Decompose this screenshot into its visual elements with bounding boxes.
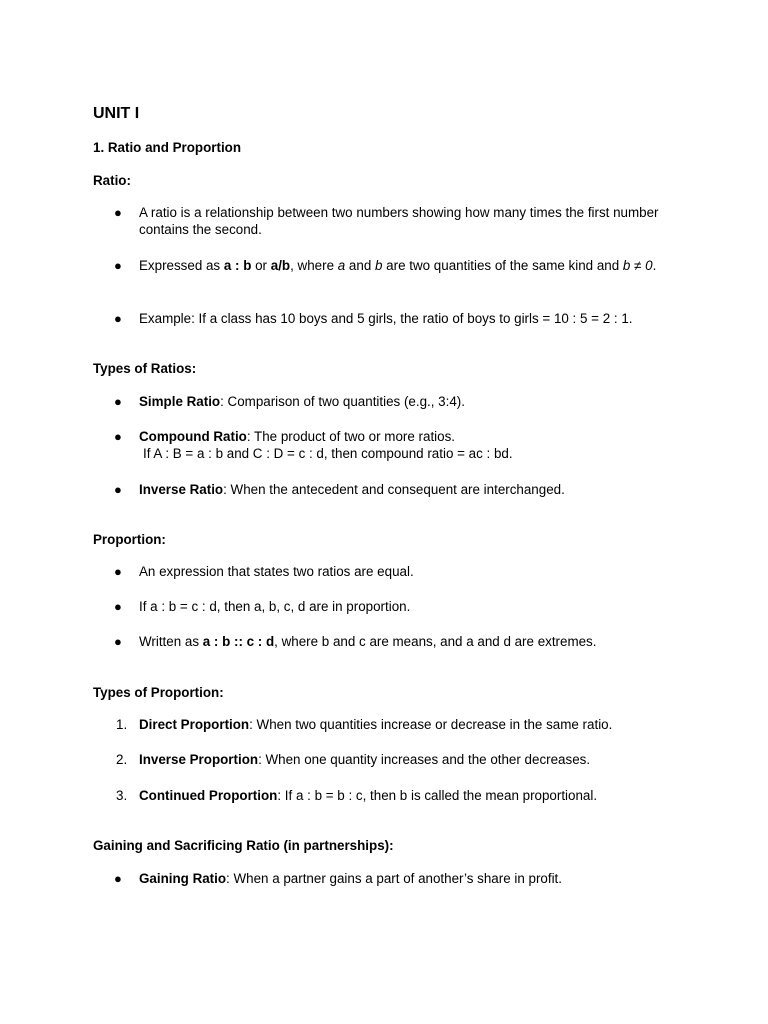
ratio-bullet-2: Expressed as a : b or a/b, where a and b are two quantities of the same kind and b ≠ 0. bbox=[139, 258, 657, 273]
bullet-icon: ● bbox=[114, 429, 122, 444]
section-title: 1. Ratio and Proportion bbox=[93, 140, 242, 155]
ratio-bullet-3: Example: If a class has 10 boys and 5 girls, the ratio of boys to girls = 10 : 5 = 2 : 1. bbox=[139, 311, 633, 326]
bullet-icon: ● bbox=[114, 394, 122, 409]
types-of-proportion-heading: Types of Proportion: bbox=[93, 685, 224, 700]
bullet-icon: ● bbox=[114, 634, 122, 649]
bullet-icon: ● bbox=[114, 482, 122, 497]
gaining-ratio-item: Gaining Ratio: When a partner gains a part of another’s share in profit. bbox=[139, 871, 562, 886]
list-number: 1. bbox=[116, 717, 128, 732]
bullet-icon: ● bbox=[114, 205, 122, 220]
proportion-bullet-3: Written as a : b :: c : d, where b and c are means, and a and d are extremes. bbox=[139, 634, 597, 649]
compound-ratio-item: Compound Ratio: The product of two or more ratios. If A : B = a : b and C : D = c : d, then compound ratio = ac : bd. bbox=[139, 429, 513, 461]
bullet-icon: ● bbox=[114, 871, 122, 886]
proportion-heading: Proportion: bbox=[93, 532, 166, 547]
bullet-icon: ● bbox=[114, 564, 122, 579]
simple-ratio-item: Simple Ratio: Comparison of two quantities (e.g., 3:4). bbox=[139, 394, 465, 409]
types-of-ratios-heading: Types of Ratios: bbox=[93, 361, 197, 376]
ratio-heading: Ratio: bbox=[93, 173, 131, 188]
inverse-proportion-item: Inverse Proportion: When one quantity increases and the other decreases. bbox=[139, 752, 591, 767]
list-number: 2. bbox=[116, 752, 128, 767]
inverse-ratio-item: Inverse Ratio: When the antecedent and consequent are interchanged. bbox=[139, 482, 565, 497]
continued-proportion-item: Continued Proportion: If a : b = b : c, then b is called the mean proportional. bbox=[139, 788, 598, 803]
direct-proportion-item: Direct Proportion: When two quantities increase or decrease in the same ratio. bbox=[139, 717, 613, 732]
list-number: 3. bbox=[116, 788, 128, 803]
proportion-bullet-1: An expression that states two ratios are equal. bbox=[139, 564, 414, 579]
bullet-icon: ● bbox=[114, 599, 122, 614]
ratio-bullet-1: A ratio is a relationship between two numbers showing how many times the first number contains the second. bbox=[139, 205, 659, 237]
bullet-icon: ● bbox=[114, 258, 122, 273]
gaining-sacrificing-heading: Gaining and Sacrificing Ratio (in partnerships): bbox=[93, 838, 394, 853]
proportion-bullet-2: If a : b = c : d, then a, b, c, d are in proportion. bbox=[139, 599, 411, 614]
bullet-icon: ● bbox=[114, 311, 122, 326]
page-title: UNIT I bbox=[93, 105, 140, 122]
